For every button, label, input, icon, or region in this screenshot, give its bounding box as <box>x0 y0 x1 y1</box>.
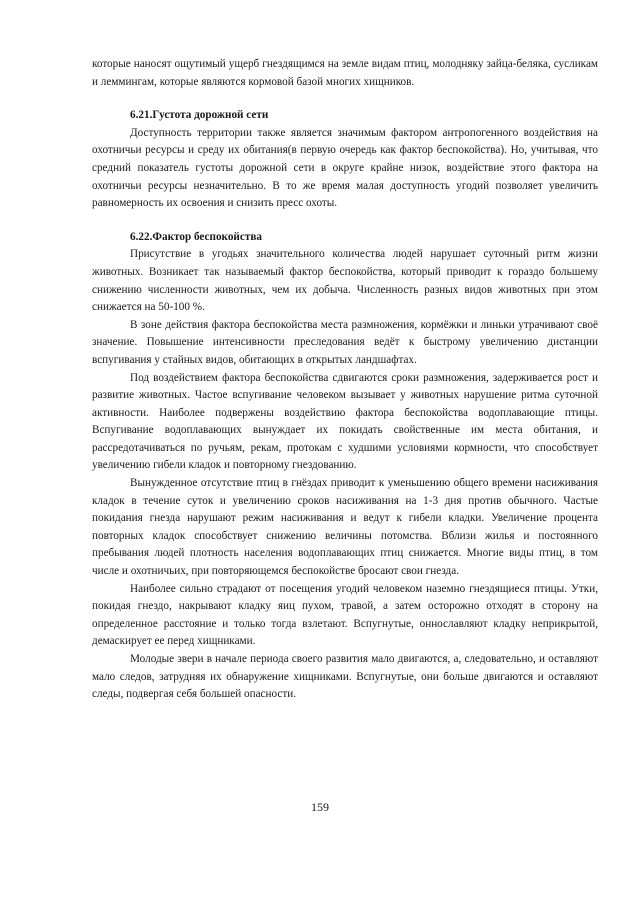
document-page <box>92 56 598 704</box>
paragraph: Молодые звери в начале периода своего развития мало двигаются, а, следовательно, и оставляют мало следов, затрудняя их обнаружение хищниками. Вспугнутые, они больше двигаются и оставляют следы, подвергая себя большей опасности. <box>92 653 598 701</box>
page-number: 159 <box>311 800 329 814</box>
opening-paragraph: которые наносят ощутимый ущерб гнездящимся на земле видам птиц, молодняку зайца-беляка, сусликам и леммингам, которые являются кормовой базой многих хищников. <box>92 58 598 88</box>
section-road-density <box>92 107 598 213</box>
section-disturbance-factor <box>92 229 598 704</box>
section-heading: 6.21.Густота дорожной сети <box>130 109 269 122</box>
section-gap <box>92 213 598 229</box>
paragraph: В зоне действия фактора беспокойства места размножения, кормёжки и линьки утрачивают своё значение. Повышение интенсивности преследования ведёт к быстрому увеличению дистанции вспугивания у стайных видов, обитающих в открытых ландшафтах. <box>92 318 598 366</box>
paragraph: Наиболее сильно страдают от посещения угодий человеком наземно гнездящиеся птицы. Утки, покидая гнездо, накрывают кладку яиц пухом, травой, а затем осторожно отходят в сторону на определенное расстояние и только тогда взлетают. Вспугнутые, оннославляют кладку неприкрытой, демаскирует ее перед хищниками. <box>92 582 598 648</box>
paragraph: Доступность территории также является значимым фактором антропогенного воздействия на охотничьи ресурсы и среду их обитания(в первую очередь как фактор беспокойства). Но, учитывая, что средний показатель густоты дорожной сети в округе крайне низок, воздействие этого фактора на охотничьи ресурсы незначительно. В то же время малая доступность угодий позволяет увеличить равномерность их освоения и снизить пресс охоты. <box>92 126 598 210</box>
paragraph: Присутствие в угодьях значительного количества людей нарушает суточный ритм жизни животных. Возникает так называемый фактор беспокойства, который приводит к гораздо большему снижению численности животных, чем их добыча. Численность разных видов животных при этом снижается на 50-100 %. <box>92 248 598 314</box>
section-heading: 6.22.Фактор беспокойства <box>130 230 262 243</box>
section-gap <box>92 91 598 107</box>
paragraph: Вынужденное отсутствие птиц в гнёздах приводит к уменьшению общего времени насиживания кладок в течение суток и увеличению сроков насиживания на 1-3 дня против обычного. Частые покидания гнезда нарушают режим насиживания и ведут к гибели кладки. Увеличение процента повторных кладок способствует снижению величины потомства. Вблизи жилья и постоянного пребывания людей плотность населения водоплавающих птиц снижается. Многие виды птиц, в том числе и охотничьих, при повторяющемся беспокойстве бросают свои гнезда. <box>92 477 598 578</box>
paragraph: Под воздействием фактора беспокойства сдвигаются сроки размножения, задерживается рост и развитие животных. Частое вспугивание человеком вызывает у животных нарушение ритма суточной активности. Наиболее подвержены воздействию фактора беспокойства водоплавающие птицы. Вспугивание водоплавающих вынуждает их покидать свойственные им места обитания, и рассредотачиваться по ручьям, рекам, протокам с худшими условиями кормности, что способствует увеличению гибели кладок и повторному гнездованию. <box>92 371 598 472</box>
